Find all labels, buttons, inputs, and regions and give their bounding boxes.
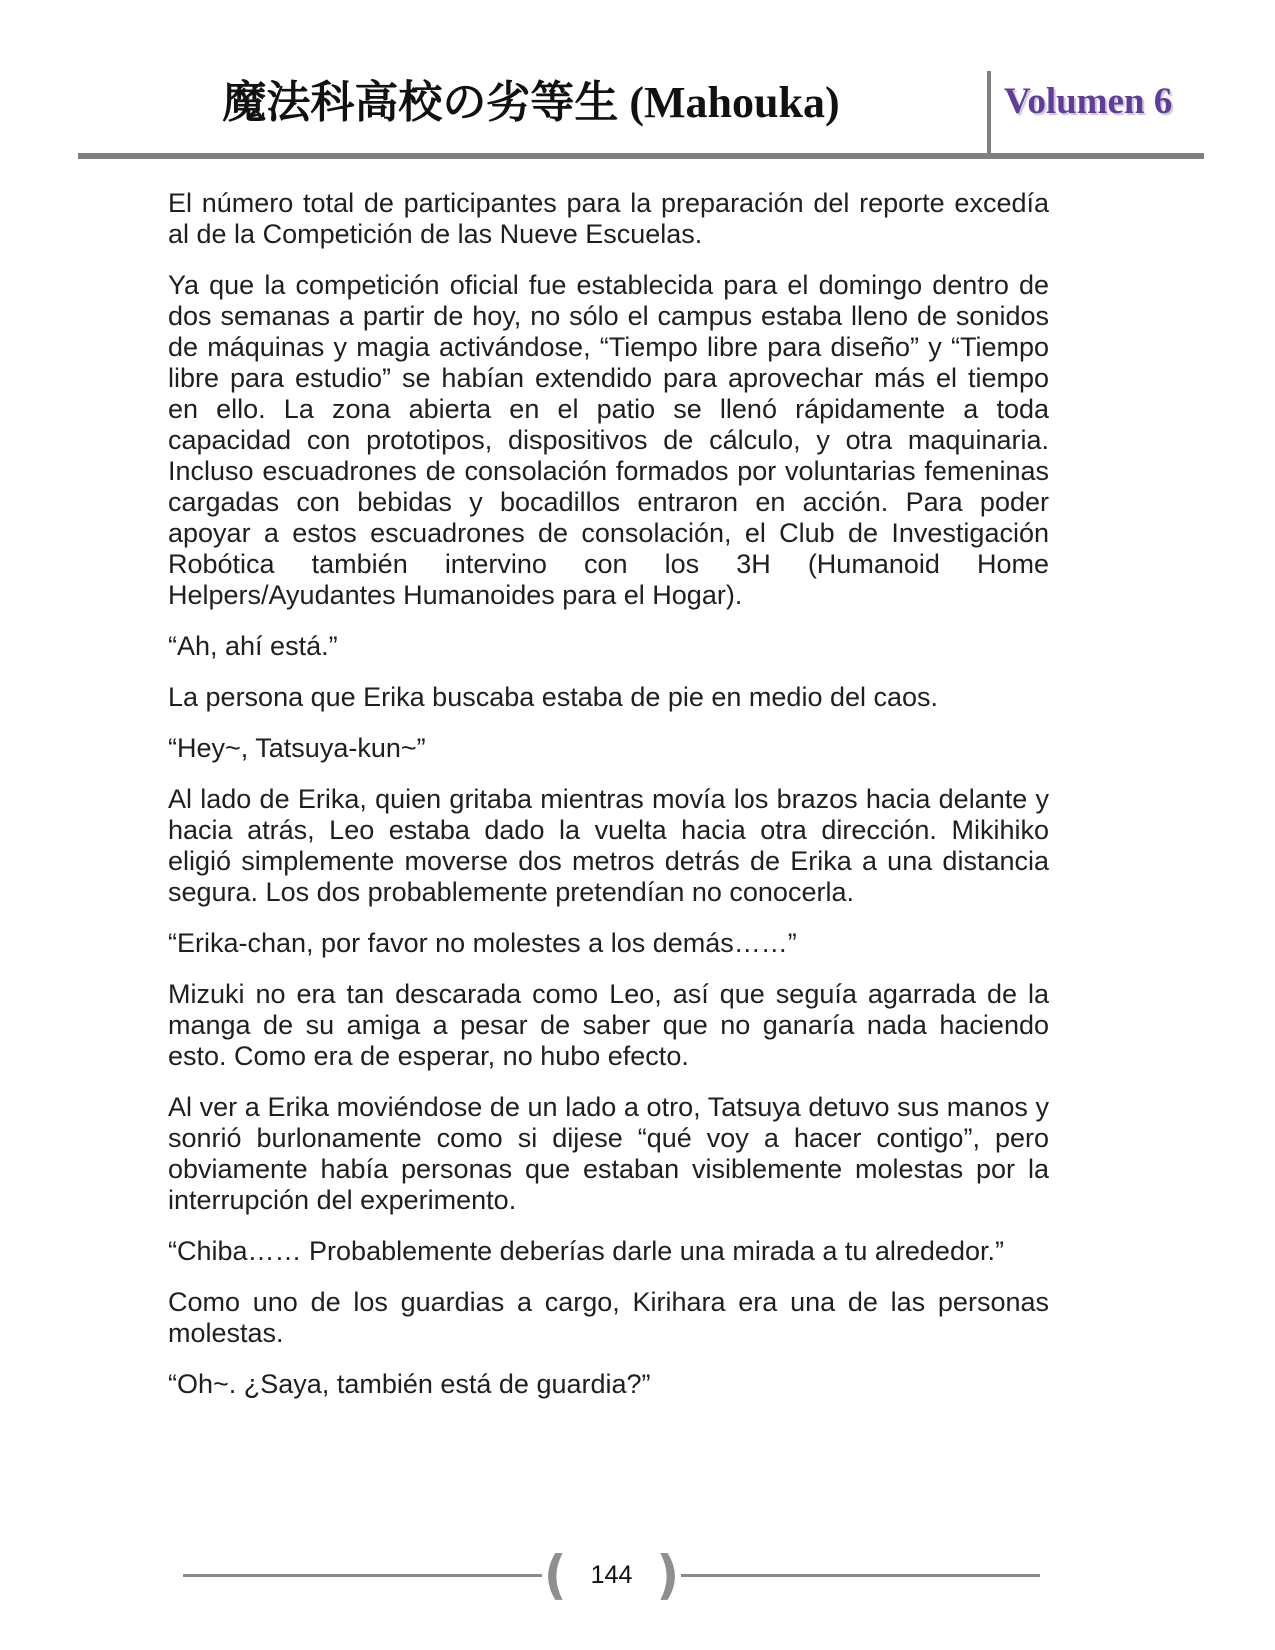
paragraph: La persona que Erika buscaba estaba de pie en medio del caos. — [168, 682, 939, 712]
paragraph: El número total de participantes para la preparación del reporte excedía al de la Competición de las Nueve Escuelas. — [168, 188, 1049, 249]
paragraph: “Erika-chan, por favor no molestes a los demás……” — [168, 928, 797, 958]
footer-rule-left — [183, 1574, 542, 1577]
page-footer — [183, 1544, 1040, 1606]
volume-label: Volumen 6 — [1004, 81, 1173, 122]
header-vertical-divider — [987, 71, 991, 159]
footer-rule-right — [681, 1574, 1040, 1577]
footer-bracket-open: ( — [543, 1544, 567, 1606]
paragraph: Al ver a Erika moviéndose de un lado a otro, Tatsuya detuvo sus manos y sonrió burlonamente como si dijese “qué voy a hacer contigo”, pero obviamente había personas que estaban visiblemente molestas por la interrupción del experimento. — [168, 1092, 1049, 1215]
paragraph: Ya que la competición oficial fue establecida para el domingo dentro de dos semanas a partir de hoy, no sólo el campus estaba lleno de sonidos de máquinas y magia activándose, “Tiempo libre para diseño” y “Tiempo libre para estudio” se habían extendido para aprovechar más el tiempo en ello. La zona abierta en el patio se llenó rápidamente a toda capacidad con prototipos, dispositivos de cálculo, y otra maquinaria. Incluso escuadrones de consolación formados por voluntarias femeninas cargadas con bebidas y bocadillos entraron en acción. Para poder apoyar a estos escuadrones de consolación, el Club de Investigación Robótica también intervino con los 3H (Humanoid Home Helpers/Ayudantes Humanoides para el Hogar). — [168, 270, 1049, 610]
paragraph: Mizuki no era tan descarada como Leo, así que seguía agarrada de la manga de su amiga a pesar de saber que no ganaría nada haciendo esto. Como era de esperar, no hubo efecto. — [168, 979, 1049, 1071]
header-rule — [78, 153, 1204, 159]
paragraph: “Ah, ahí está.” — [168, 631, 338, 661]
paragraph: “Chiba…… Probablemente deberías darle una mirada a tu alrededor.” — [168, 1236, 1004, 1266]
paragraph: “Oh~. ¿Saya, también está de guardia?” — [168, 1369, 651, 1399]
footer-bracket-close: ) — [656, 1544, 680, 1606]
paragraph: “Hey~, Tatsuya-kun~” — [168, 733, 426, 763]
paragraph: Como uno de los guardias a cargo, Kirihara era una de las personas molestas. — [168, 1287, 1049, 1348]
page-body — [168, 188, 1049, 1420]
page-number: 144 — [590, 1560, 633, 1589]
paragraph: Al lado de Erika, quien gritaba mientras movía los brazos hacia delante y hacia atrás, Leo estaba dado la vuelta hacia otra dirección. Mikihiko eligió simplemente moverse dos metros detrás de Erika a una distancia segura. Los dos probablemente pretendían no conocerla. — [168, 784, 1049, 907]
page-header-title: 魔法科高校の劣等生 (Mahouka) — [222, 78, 840, 127]
